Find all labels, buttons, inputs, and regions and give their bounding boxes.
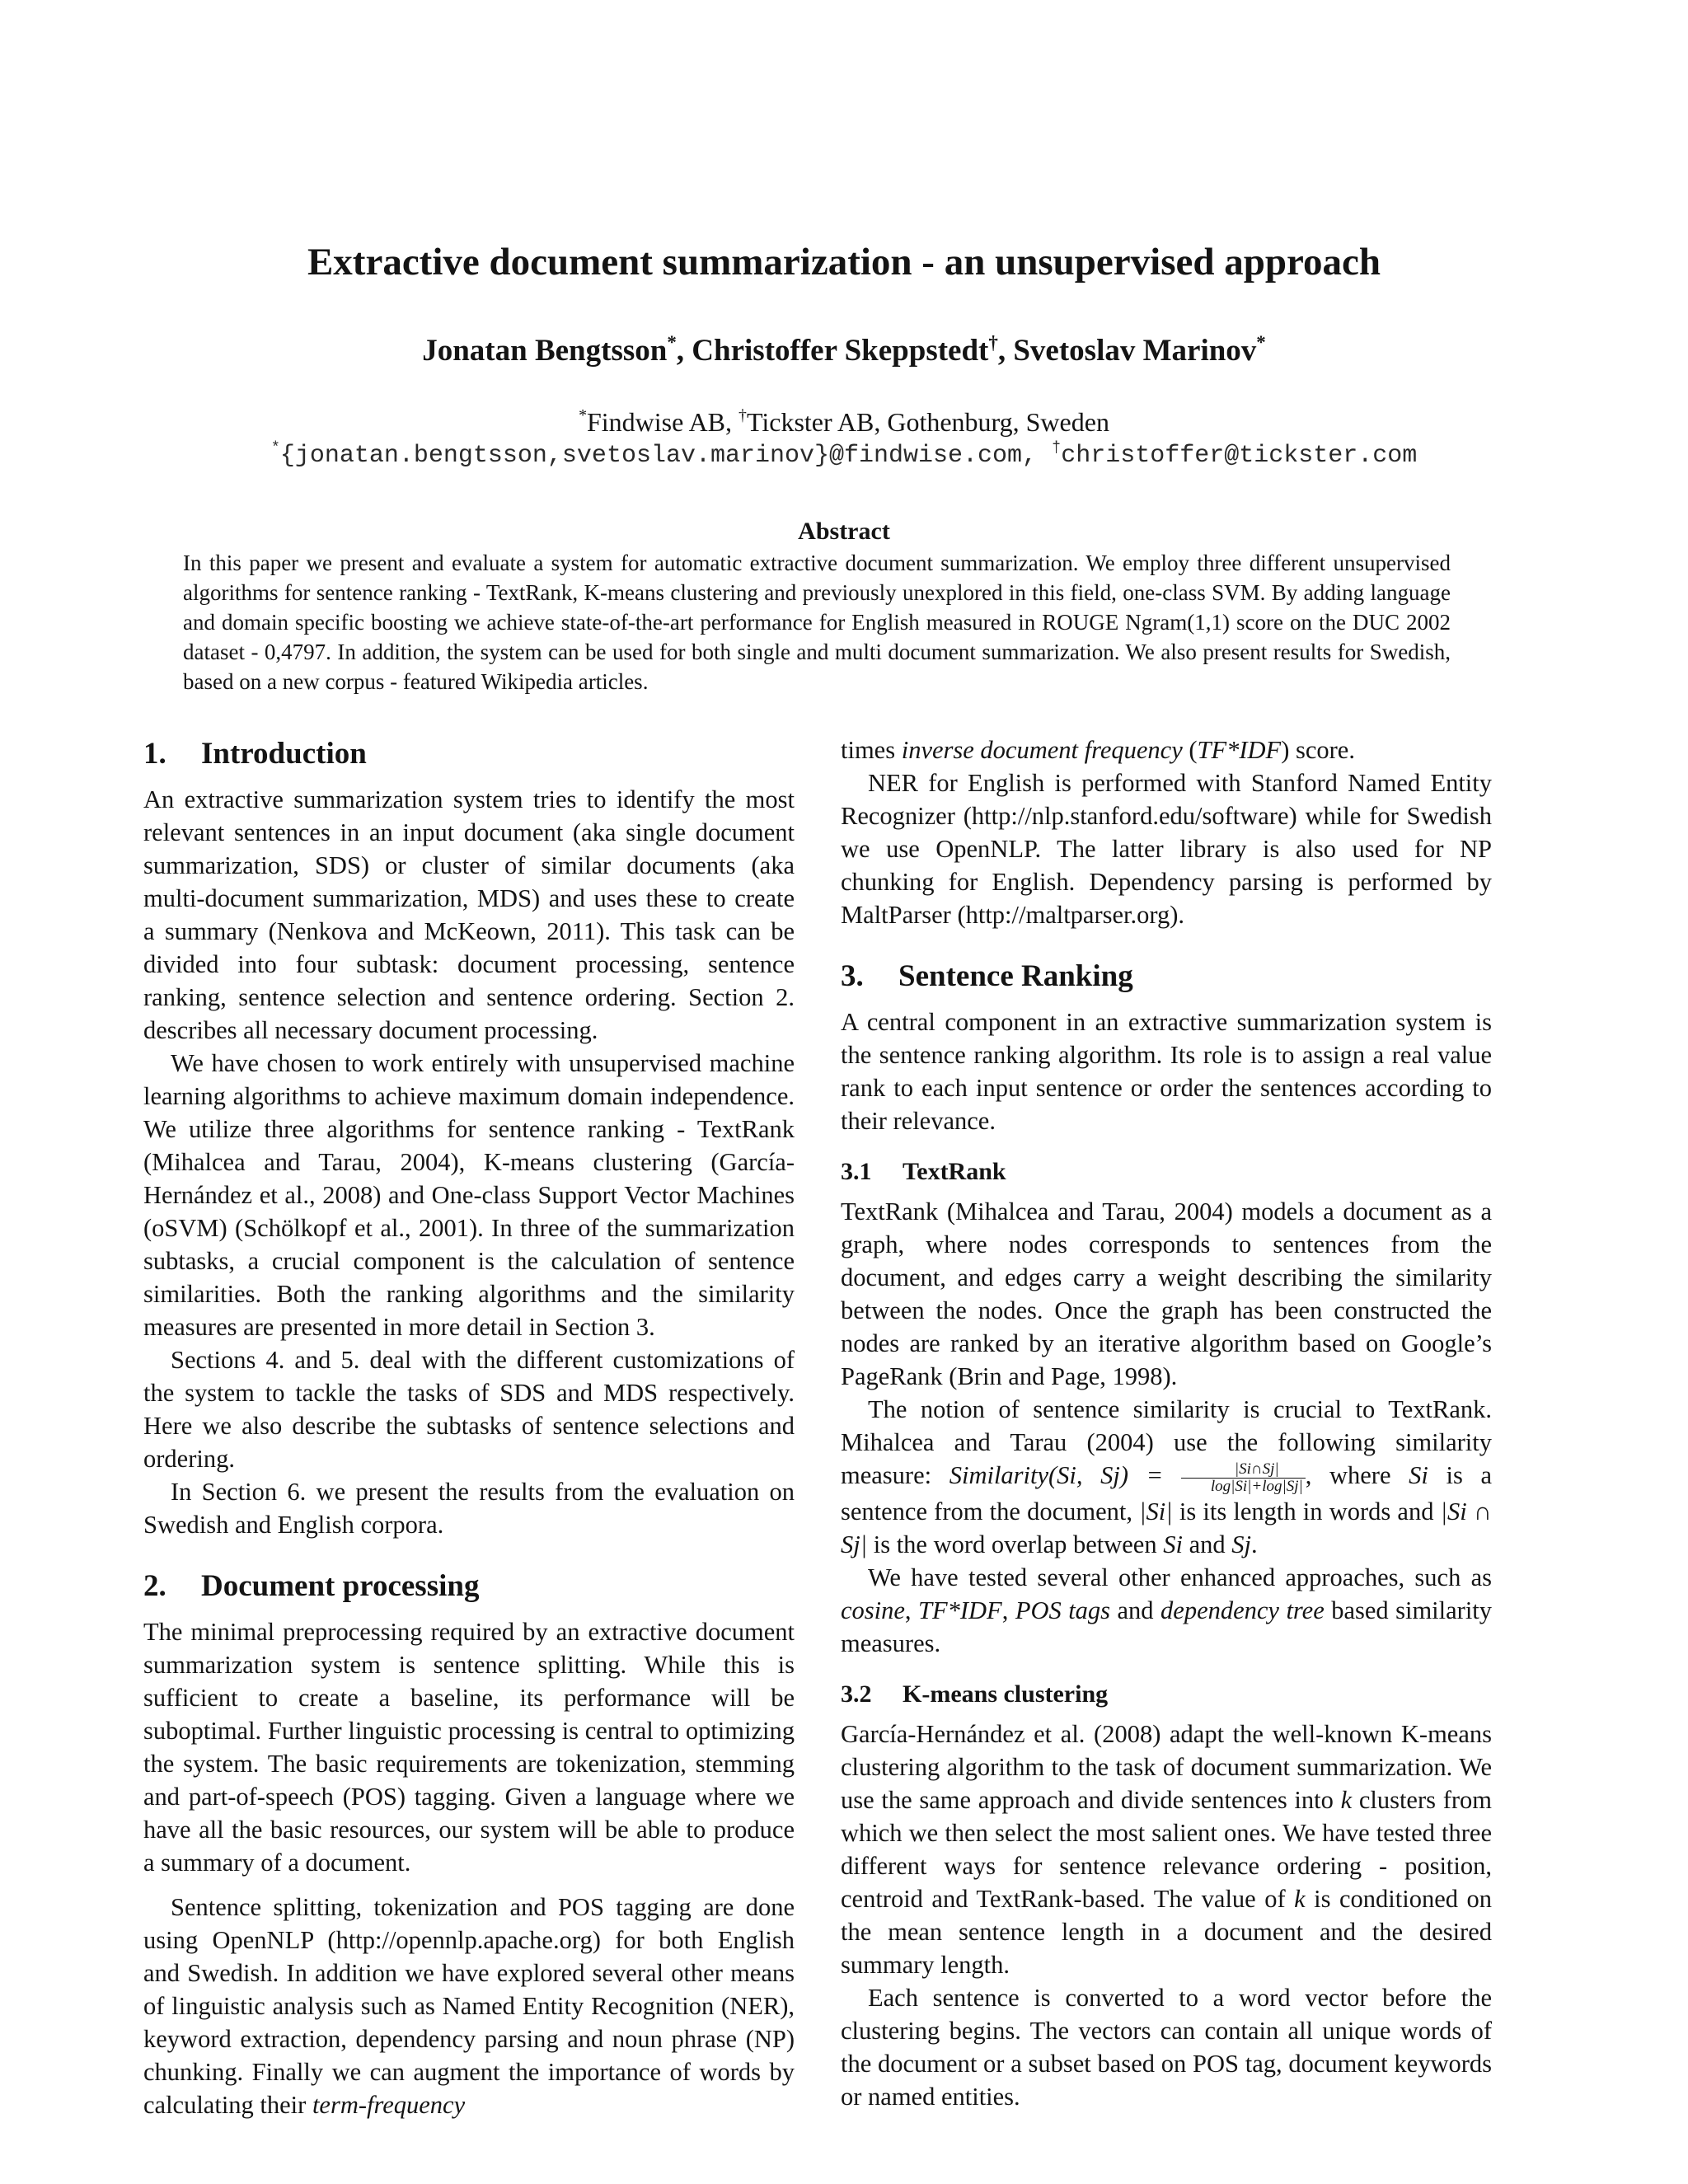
text-run: , where	[1305, 1461, 1409, 1489]
similarity-formula-lhs: Similarity(Si, Sj) =	[949, 1461, 1181, 1489]
author-name: Christoffer Skeppstedt	[692, 334, 989, 368]
section-title: Introduction	[201, 737, 367, 771]
textrank-paragraph	[841, 1393, 1492, 1561]
email-mark: †	[1052, 439, 1062, 457]
subsection-number: 3.2	[841, 1680, 872, 1708]
affiliation-mark: †	[738, 406, 747, 425]
math-symbol: Si	[1409, 1461, 1428, 1489]
right-column	[841, 733, 1492, 2113]
kmeans-paragraph: Each sentence is converted to a word vector before the clustering begins. The vectors can contain all unique words of the document or a subset based on POS tag, document keywords or named entities.	[841, 1983, 1492, 2111]
text-run: ,	[1001, 1596, 1015, 1624]
subsection-heading	[841, 1678, 1492, 1711]
intro-paragraph: Sections 4. and 5. deal with the different customizations of the system to tackle the tasks of SDS and MDS respectively. Here we also describe the subtasks of sentence selections and ordering.	[143, 1346, 795, 1473]
paper-title: Extractive document summarization - an unsupervised approach	[307, 241, 1381, 284]
processing-paragraph-continued	[841, 733, 1492, 766]
math-symbol: Si	[1163, 1530, 1183, 1558]
emphasis-term: POS tags	[1015, 1596, 1111, 1624]
left-column	[143, 733, 795, 2121]
intro-paragraph: In Section 6. we present the results from the evaluation on Swedish and English corpora.	[143, 1478, 795, 1539]
processing-paragraph: NER for English is performed with Stanford Named Entity Recognizer (http://nlp.stanford.edu/software) while for Swedish we use OpenNLP. The latter library is also used for NP chunking for English. Dependency parsing is performed by MaltParser (http://maltparser.org).	[841, 769, 1492, 929]
author-mark: *	[1256, 331, 1266, 353]
email-text: {jonatan.bengtsson,svetoslav.marinov}@findwise.com,	[279, 442, 1053, 470]
spacer	[841, 1660, 1492, 1678]
email-text: christoffer@tickster.com	[1061, 442, 1418, 470]
math-symbol: k	[1340, 1785, 1353, 1814]
similarity-fraction	[1181, 1461, 1306, 1495]
text-run: based similarity measures.	[841, 1596, 1493, 1657]
fraction-numerator: |Si∩Sj|	[1181, 1461, 1306, 1479]
spacer	[841, 931, 1492, 956]
author-mark: *	[667, 331, 677, 353]
kmeans-paragraph	[841, 1718, 1492, 1981]
abstract-body: In this paper we present and evaluate a system for automatic extractive document summarization. We employ three different unsupervised algorithms for sentence ranking - TextRank, K-means clustering and previously unexplored in this field, one-class SVM. By adding language and domain specific boosting we achieve state-of-the-art performance for English measured in ROUGE Ngram(1,1) score on the DUC 2002 dataset - 0,4797. In addition, the system can be used for both single and multi document summarization. We also present results for Swedish, based on a new corpus - featured Wikipedia articles.	[183, 551, 1451, 694]
text-run: (	[1182, 736, 1198, 764]
section-heading	[143, 733, 795, 775]
math-symbol: k	[1294, 1884, 1306, 1913]
ranking-paragraph: A central component in an extractive summarization system is the sentence ranking algorithm. Its role is to assign a real value rank to each input sentence or order the sentences according to their relevance.	[841, 1008, 1492, 1135]
section-number: 1.	[143, 737, 166, 771]
math-symbol: Sj	[1231, 1530, 1251, 1558]
text-run: We have tested several other enhanced approaches, such as	[868, 1563, 1492, 1591]
author-list	[0, 331, 1688, 371]
textrank-paragraph	[841, 1561, 1492, 1660]
processing-paragraph	[143, 1891, 795, 2121]
text-run: ,	[904, 1596, 919, 1624]
math-symbol: |Si ∩ Sj|	[841, 1497, 1492, 1558]
text-run: Sentence splitting, tokenization and POS tagging are done using OpenNLP (http://opennlp.apache.org) for both English and Swedish. In addition we have explored several other means of linguistic analysis such as Named Entity Recognition (NER), keyword extraction, dependency parsing and noun phrase (NP) chunking. Finally we can augment the importance of words by calculating their	[143, 1893, 795, 2119]
emphasis-term: TF*IDF	[918, 1596, 1002, 1624]
math-symbol: |Si|	[1139, 1497, 1173, 1526]
emphasis-term: dependency tree	[1160, 1596, 1325, 1624]
spacer	[143, 1879, 795, 1891]
text-run: García-Hernández et al. (2008) adapt the well-known K-means clustering algorithm to the task of document summarization. We use the same approach and divide sentences into	[841, 1719, 1492, 1814]
intro-paragraph: An extractive summarization system tries to identify the most relevant sentences in an input document (aka single document summarization, SDS) or cluster of similar documents (aka multi-document summarization, MDS) and uses these to create a summary (Nenkova and McKeown, 2011). This task can be divided into four subtask: document processing, sentence ranking, sentence selection and sentence ordering. Section 2. describes all necessary document processing.	[143, 785, 795, 1044]
affiliation-mark: *	[579, 406, 587, 425]
subsection-number: 3.1	[841, 1158, 872, 1185]
abstract-heading: Abstract	[798, 518, 890, 545]
author-name: Jonatan Bengtsson	[422, 334, 668, 368]
section-number: 3.	[841, 959, 864, 993]
text-run: is its length in words and	[1172, 1497, 1441, 1526]
text-run: The notion of sentence similarity is crucial to TextRank. Mihalcea and Tarau (2004) use the following similarity measure:	[841, 1395, 1492, 1489]
author-separator: ,	[997, 334, 1014, 368]
emphasis-term: TF*IDF	[1197, 736, 1282, 764]
section-title: Sentence Ranking	[898, 959, 1133, 993]
fraction-denominator: log|Si|+log|Sj|	[1210, 1477, 1303, 1495]
text-run: clusters from which we then select the most salient ones. We have tested three different ways for sentence relevance ordering - position, centroid and TextRank-based. The value of	[841, 1785, 1492, 1913]
affiliations	[0, 405, 1688, 438]
section-number: 2.	[143, 1569, 166, 1603]
affiliation-text: Findwise AB,	[586, 407, 739, 437]
spacer	[841, 1137, 1492, 1155]
emphasis-term: cosine	[841, 1596, 905, 1624]
email-mark: *	[270, 439, 280, 457]
emphasis-term: inverse document frequency	[901, 736, 1183, 764]
section-title: Document processing	[201, 1569, 480, 1603]
subsection-title: TextRank	[903, 1158, 1006, 1185]
section-heading	[143, 1566, 795, 1607]
text-run: and	[1110, 1596, 1161, 1624]
subsection-heading	[841, 1155, 1492, 1188]
text-run: .	[1250, 1530, 1258, 1558]
text-run: is conditioned on the mean sentence length in a document and the desired summary length.	[841, 1884, 1492, 1979]
subsection-title: K-means clustering	[903, 1680, 1109, 1708]
processing-paragraph: The minimal preprocessing required by an extractive document summarization system is sentence splitting. While this is sufficient to create a baseline, its performance will be suboptimal. Further linguistic processing is central to optimizing the system. The basic requirements are tokenization, stemming and part-of-speech (POS) tagging. Given a language where we have all the basic resources, our system will be able to produce a summary of a document.	[143, 1618, 795, 1877]
textrank-paragraph: TextRank (Mihalcea and Tarau, 2004) models a document as a graph, where nodes corresponds to sentences from the document, and edges carry a weight describing the similarity between the nodes. Once the graph has been constructed the nodes are ranked by an iterative algorithm based on Google’s PageRank (Brin and Page, 1998).	[841, 1197, 1492, 1390]
text-run: and	[1182, 1530, 1232, 1558]
author-name: Svetoslav Marinov	[1013, 334, 1257, 368]
email-line	[0, 438, 1688, 473]
affiliation-text: Tickster AB, Gothenburg, Sweden	[746, 407, 1109, 437]
spacer	[143, 1541, 795, 1566]
text-run: ) score.	[1281, 736, 1355, 764]
author-mark: †	[988, 331, 998, 353]
emphasis-term: term-frequency	[312, 2091, 466, 2119]
text-run: times	[841, 736, 902, 764]
text-run: is the word overlap between	[867, 1530, 1164, 1558]
author-separator: ,	[676, 334, 692, 368]
intro-paragraph: We have chosen to work entirely with unsupervised machine learning algorithms to achieve maximum domain independence. We utilize three algorithms for sentence ranking - TextRank (Mihalcea and Tarau, 2004), K-means clustering (García-Hernández et al., 2008) and One-class Support Vector Machines (oSVM) (Schölkopf et al., 2001). In three of the summarization subtasks, a crucial component is the calculation of sentence similarities. Both the ranking algorithms and the similarity measures are presented in more detail in Section 3.	[143, 1049, 795, 1341]
section-heading	[841, 956, 1492, 997]
text-run: is a sentence from the document,	[841, 1461, 1492, 1526]
